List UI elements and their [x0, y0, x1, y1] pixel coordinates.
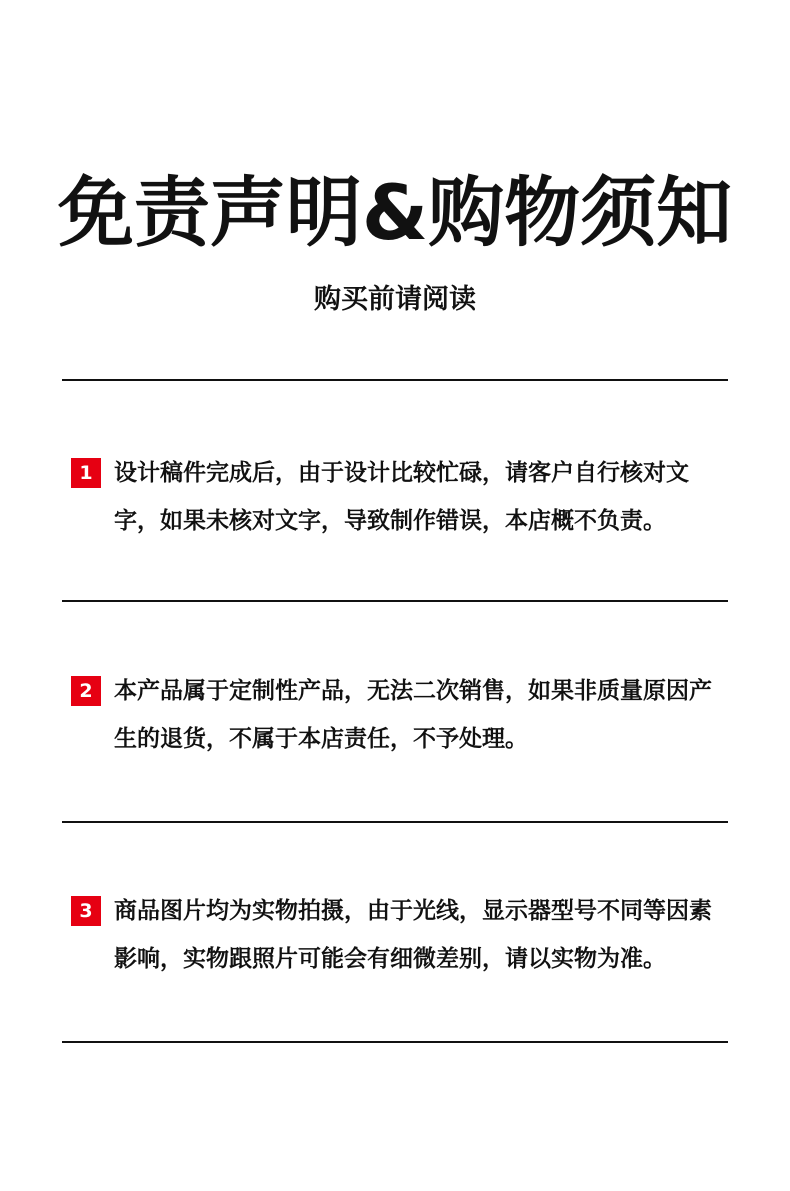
page-title: 免责声明&购物须知: [57, 168, 733, 257]
divider: [62, 1041, 728, 1043]
divider: [62, 600, 728, 602]
number-badge: 1: [71, 458, 101, 488]
notice-text: 商品图片均为实物拍摄，由于光线，显示器型号不同等因素影响，实物跟照片可能会有细微差别，请以实物为准。: [114, 898, 712, 972]
number-badge: 3: [71, 896, 101, 926]
notice-text: 本产品属于定制性产品，无法二次销售，如果非质量原因产生的退货，不属于本店责任，不予处理。: [114, 678, 712, 752]
page-subtitle: 购买前请阅读: [314, 284, 476, 315]
number-badge: 2: [71, 676, 101, 706]
divider: [62, 379, 728, 381]
notice-text: 设计稿件完成后，由于设计比较忙碌，请客户自行核对文字，如果未核对文字，导致制作错误，本店概不负责。: [114, 460, 689, 534]
divider: [62, 821, 728, 823]
